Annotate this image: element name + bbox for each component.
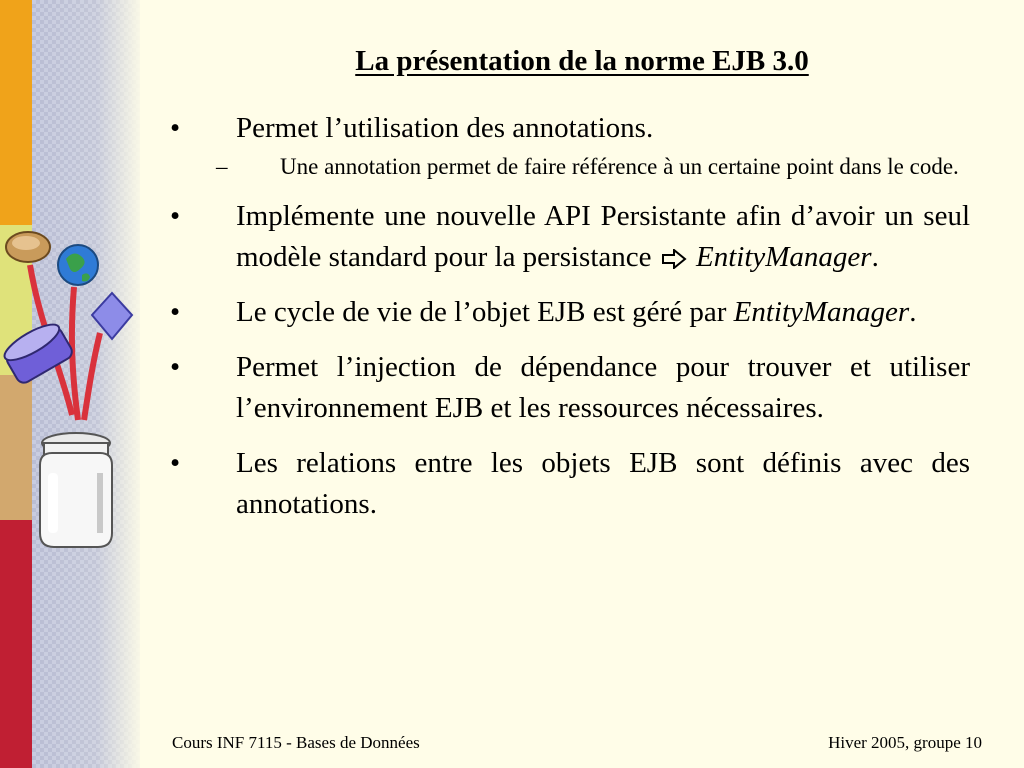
sidebar-stripe-red: [0, 520, 32, 768]
slide-title: La présentation de la norme EJB 3.0: [355, 45, 809, 77]
bullet-item: [170, 292, 970, 333]
bullet-item: [170, 347, 970, 429]
bullet-item: [170, 196, 970, 278]
bullet-tail: .: [871, 241, 879, 273]
clipart-jar-icon: [0, 215, 140, 555]
arrow-outline-icon: [661, 249, 687, 269]
bullet-list: [170, 108, 970, 539]
bullet-text: Implémente une nouvelle API Persistante afin d’avoir un seul modèle standard pour la persistance: [236, 200, 970, 273]
entity-manager-term: EntityManager: [733, 296, 910, 328]
bullet-text: Permet l’injection de dépendance pour trouver et utiliser l’environnement EJB et les ressources nécessaires.: [236, 351, 970, 424]
footer-term: Hiver 2005, groupe 10: [828, 733, 982, 752]
sub-bullet-text: Une annotation permet de faire référence à un certaine point dans le code.: [280, 154, 959, 179]
bullet-marker: •: [170, 447, 181, 479]
bullet-marker: •: [170, 112, 181, 144]
bullet-item: [170, 108, 970, 149]
bullet-tail: .: [909, 296, 917, 328]
bullet-text: Les relations entre les objets EJB sont définis avec des annotations.: [236, 447, 970, 520]
decorative-sidebar: [0, 0, 140, 768]
entity-manager-term: EntityManager: [696, 241, 872, 273]
bullet-marker: •: [170, 296, 181, 328]
footer-course: Cours INF 7115 - Bases de Données: [172, 733, 420, 752]
bullet-text: Le cycle de vie de l’objet EJB est géré par: [236, 296, 727, 328]
bullet-text: Permet l’utilisation des annotations.: [236, 112, 654, 144]
bullet-marker: •: [170, 200, 181, 232]
sidebar-stripe-orange: [0, 0, 32, 225]
bullet-marker: •: [170, 351, 181, 383]
sub-bullet-item: [170, 149, 970, 184]
dash-marker: –: [216, 154, 228, 179]
bullet-item: [170, 443, 970, 525]
